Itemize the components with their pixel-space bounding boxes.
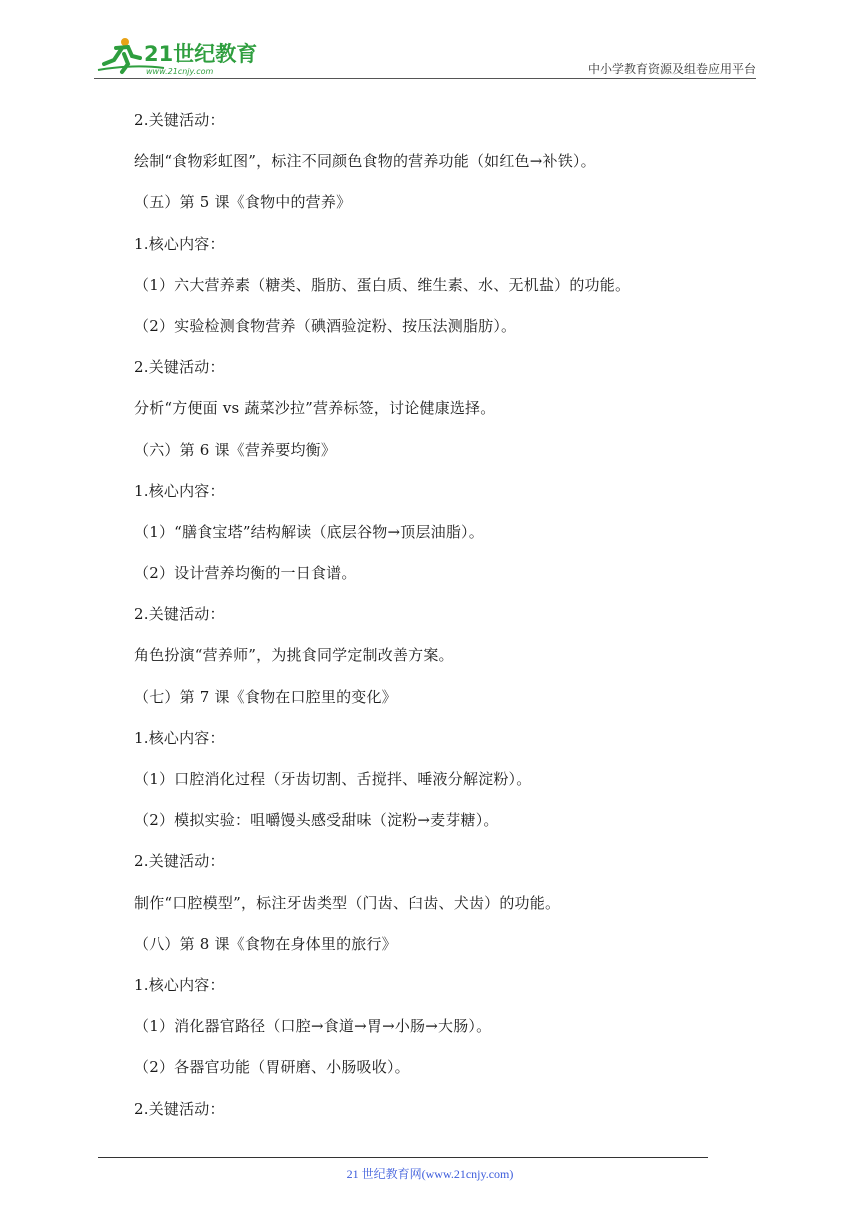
text-line: 绘制“食物彩虹图”，标注不同颜色食物的营养功能（如红色→补铁）。: [134, 152, 596, 171]
footer-divider: [98, 1157, 708, 1158]
text-line: 1.核心内容：: [134, 234, 225, 253]
section-heading: （六）第 6 课《营养要均衡》: [134, 440, 337, 459]
text-line: 2.关键活动：: [134, 605, 225, 624]
section-heading: （八）第 8 课《食物在身体里的旅行》: [134, 934, 397, 953]
section-heading: （七）第 7 课《食物在口腔里的变化》: [134, 687, 397, 706]
svg-text:www.21cnjy.com: www.21cnjy.com: [146, 67, 214, 76]
text-line: 制作“口腔模型”，标注牙齿类型（门齿、臼齿、犬齿）的功能。: [134, 893, 561, 912]
text-line: （1）口腔消化过程（牙齿切割、舌搅拌、唾液分解淀粉）。: [134, 770, 532, 788]
text-line: （1）六大营养素（糖类、脂肪、蛋白质、维生素、水、无机盐）的功能。: [134, 275, 631, 294]
text-line: 2.关键活动：: [134, 852, 225, 871]
platform-name: 中小学教育资源及组卷应用平台: [587, 62, 756, 76]
text-line: 2.关键活动：: [134, 111, 225, 129]
text-line: 分析“方便面 vs 蔬菜沙拉”营养标签，讨论健康选择。: [134, 399, 496, 418]
text-line: （2）模拟实验：咀嚼馒头感受甜味（淀粉→麦芽糖）。: [134, 811, 499, 830]
text-line: （1）消化器官路径（口腔→食道→胃→小肠→大肠）。: [134, 1017, 492, 1036]
section-heading: （五）第 5 课《食物中的营养》: [134, 193, 352, 212]
page-header: [0, 0, 860, 80]
svg-text:21世纪教育: 21世纪教育: [144, 42, 258, 66]
document-body: [134, 100, 734, 1130]
text-line: 1.核心内容：: [134, 975, 225, 994]
footer-link[interactable]: 21 世纪教育网(www.21cnjy.com): [346, 1167, 514, 1181]
text-line: 1.核心内容：: [134, 481, 225, 500]
text-line: （2）实验检测食物营养（碘酒验淀粉、按压法测脂肪）。: [134, 316, 517, 335]
site-logo: [94, 34, 264, 80]
text-line: 2.关键活动：: [134, 1099, 225, 1118]
text-line: （2）设计营养均衡的一日食谱。: [134, 564, 357, 583]
text-line: （1）“膳食宝塔”结构解读（底层谷物→顶层油脂）。: [134, 522, 484, 541]
text-line: （2）各器官功能（胃研磨、小肠吸收）。: [134, 1058, 410, 1077]
text-line: 1.核心内容：: [134, 728, 225, 747]
header-divider: [94, 78, 756, 79]
text-line: 2.关键活动：: [134, 358, 225, 377]
text-line: 角色扮演“营养师”，为挑食同学定制改善方案。: [134, 646, 454, 665]
